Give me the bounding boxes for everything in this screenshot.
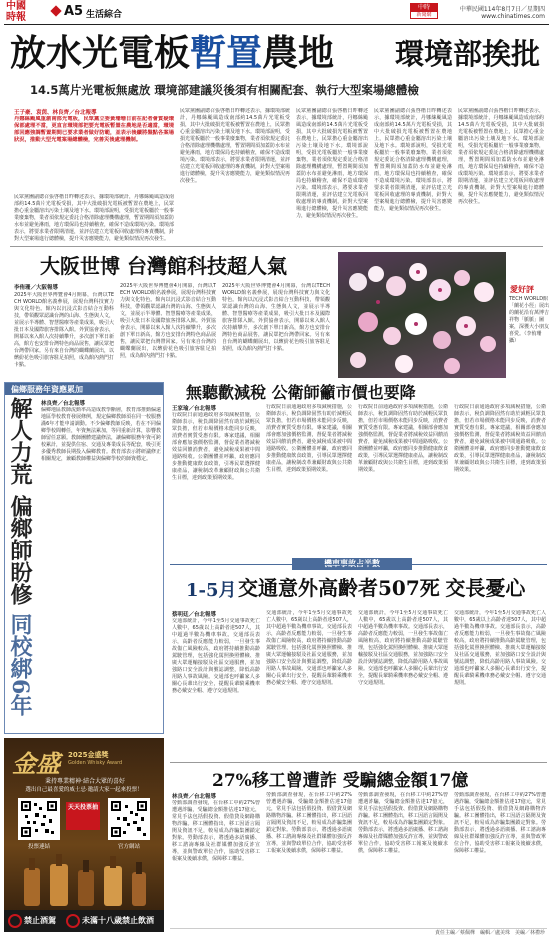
traffic-body-2: 交通部統計，今年1至5月交通事故死亡人數中，65歲以上高齡者達507人，其中超過半數為機車事故。交通部長表示，高齡者反應能力較弱，一旦發生事故傷亡風險較高，政府將持續推動高齡駕駛管理，包括強化駕照換照體檢、推廣大眾運輸接駁及社區交通服務，並加強路口安全設計與號誌調整，降低高齡用路人事故風險。交通部也呼籲家人多關心長輩出行安全，提醒長輩騎乘機車務必戴安全帽、遵守交通規則。 <box>266 610 352 686</box>
ad-footer-left: 禁止酒駕 <box>24 916 56 925</box>
traffic-headline <box>238 572 525 601</box>
lead-headline-part1: 放水光電板 <box>10 32 191 74</box>
lead-summary: 丹娜絲颱風重創南部光電板，民眾黨立委黃珊珊日前在記者會質疑環保部處理不當，更直言環境部把要光電板暫置在農地是否適當，環境部回應強調暫置期間已要求業者做好防範，並表示後續將盤點各案場狀況，推動大型光電案場總體檢，完善災後處理機制。 <box>14 116 174 143</box>
ad-qr-site-label: 官方網站 <box>117 844 140 850</box>
qr-code-icon <box>21 801 57 837</box>
column-banner: 偏鄉服務年資應累加 <box>5 383 163 395</box>
labor-headline: 無聽歡減稅 公衛師籲市價也要降 <box>186 383 416 402</box>
orchid-photo <box>338 252 506 378</box>
lead-subhead: 14.5萬片光電板無處放 環境部建議災後須有相關配套、執行大型案場總體檢 <box>30 83 419 97</box>
ad-brand: 金盛 <box>12 749 60 778</box>
traffic-headline-a: 交通意外高齡者507死 <box>238 576 440 600</box>
traffic-body-1: 交通部統計，今年1至5月交通事故死亡人數中，65歲以上高齡者達507人，其中超過半數為機車事故。交通部長表示，高齡者反應能力較弱，一旦發生事故傷亡風險較高，政府將持續推動高齡駕駛管理，包括強化駕照換照體檢、推廣大眾運輸接駁及社區交通服務，並加強路口安全設計與號誌調整，降低高齡用路人事故風險。交通部也呼籲家人多關心長輩出行安全，提醒長輩騎乘機車務必戴安全帽、遵守交通規則。 <box>172 618 260 694</box>
labor-body-4: 行政院日前通過政府多項減稅措施，公衛師表示，稅負調降固然有助於減輕民眾負擔，但若市場價格未能同步反映，消費者實質受惠有限。專家建議，相關部會應加強價格監測，督促業者將減稅效益回饋消費者，避免減稅成果被中間通路吸收。公衛團體並呼籲，政府應同步推動健康飲食政策，引導民眾選擇健康產品，讓稅制改革兼顧財政與公共衛生目標，達到政策預期效果。 <box>454 404 546 473</box>
section-name: 生活綜合 <box>86 10 123 20</box>
issue-date: 中華民國114年8月7日／星期四 <box>459 6 545 13</box>
site-url[interactable]: www.chinatimes.com <box>481 13 545 20</box>
column-box <box>4 382 164 734</box>
ad-vote-note: 天天投票抽 <box>66 802 100 830</box>
column-big-text-1: 解人力荒 <box>7 397 33 485</box>
osaka-body-2: 2025年大阪世界博覽會4月開幕，台灣以TECH WORLD館名義參展，展現台灣科技實力與文化特色。館內以沉浸式影音結合互動科技，帶領觀眾認識台灣的山海、生態與人文，並展示半導體、智慧醫療等產業成果，吸引大批日本及國際旅客排隊入館。外貿協會表示，開幕以來入館人次持續攀升，多次創下單日新高，館方也安排台灣特色商品展售，讓民眾把台灣帶回家。另有來自台灣的蝴蝶蘭展出，以繽紛花色吸引旅客駐足拍照，成為館內熱門打卡點。 <box>120 283 216 359</box>
ad-edition: 2025金盛獎 <box>68 751 109 759</box>
migrant-byline: 林良齊／台北報導 <box>172 794 217 800</box>
qr-code-icon <box>111 801 147 837</box>
migrant-body-4: 勞動部調查發現，在台移工中約27%曾遭遇詐騙，受騙總金額推估達17億元，常見手法包括假投資、假借貸及網路購物詐騙。移工團體指出，移工因語言隔閡及資訊不足，較易成為詐騙集團鎖定對象。勞動部表示，將透過多語廣播、移工諮詢專線及社群媒體加強反詐宣導，並與警政單位合作，協助受害移工報案及後續求償，保障移工權益。 <box>454 792 546 854</box>
traffic-byline: 蔡明廷／台北報導 <box>172 612 217 618</box>
page-credits: 責任主編／蔡佩樺 編輯／盧美珠 美編／林禮珍 <box>434 930 545 936</box>
migrant-body-1: 勞動部調查發現，在台移工中約27%曾遭遇詐騙，受騙總金額推估達17億元，常見手法包括假投資、假借貸及網路購物詐騙。移工團體指出，移工因語言隔閡及資訊不足，較易成為詐騙集團鎖定對象。勞動部表示，將透過多語廣播、移工諮詢專線及社群媒體加強反詐宣導，並與警政單位合作，協助受害移工報案及後續求償，保障移工權益。 <box>172 800 260 862</box>
ad-footer <box>4 910 164 932</box>
paper-badge-label: 中時 <box>411 4 437 12</box>
ad-tagline: 秉持專業精神·結合大眾的喜好 <box>45 778 125 785</box>
lead-body-col-4: 民眾黨團副總召張啓楷日昨轉述表示，據環境部統計，丹娜絲颱風造成南部約14.5萬片光電板受損，其中大批破損光電板被暫置在農地上，民眾擔心重金屬溶出污染土壤及地下水。環境部說明，受損光電板屬於一般事業廢棄物，業者須依規定委託合格清除處理機構處理，暫置期間須加蓋防水布並避免淋雨，地方環保局也持續稽查，確保不造成環境污染。環境部表示，將要求業者限期清運，並評估建立光電板回收處理的專責機制，針對大型案場進行總體檢，提升災害應變能力，避免類似情況再次發生。 <box>458 108 544 205</box>
migrant-headline: 27%移工曾遭詐 受騙總金額17億 <box>212 771 469 791</box>
paper-badge <box>410 3 438 19</box>
lead-body-col-1: 民眾黨團副總召張啓楷日昨轉述表示，據環境部統計，丹娜絲颱風造成南部約14.5萬片光電板受損，其中大批破損光電板被暫置在農地上，民眾擔心重金屬溶出污染土壤及地下水。環境部說明，受損光電板屬於一般事業廢棄物，業者須依規定委託合格清除處理機構處理，暫置期間須加蓋防水布並避免淋雨，地方環保局也持續稽查，確保不造成環境污染。環境部表示，將要求業者限期清運，並評估建立光電板回收處理的專責機制，針對大型案場進行總體檢，提升災害應變能力，避免類似情況再次發生。 <box>180 108 290 184</box>
osaka-body-3: 2025年大阪世界博覽會4月開幕，台灣以TECH WORLD館名義參展，展現台灣科技實力與文化特色。館內以沉浸式影音結合互動科技，帶領觀眾認識台灣的山海、生態與人文，並展示半導體、智慧醫療等產業成果，吸引大批日本及國際旅客排隊入館。外貿協會表示，開幕以來入館人次持續攀升，多次創下單日新高，館方也安排台灣特色商品展售，讓民眾把台灣帶回家。另有來自台灣的蝴蝶蘭展出，以繽紛花色吸引旅客駐足拍照，成為館內熱門打卡點。 <box>222 283 330 352</box>
lead-headline-highlight: 暫置 <box>190 32 263 74</box>
column-big-text-2: 偏鄉師盼修 <box>7 495 33 605</box>
labor-body-3: 行政院日前通過政府多項減稅措施，公衛師表示，稅負調降固然有助於減輕民眾負擔，但若市場價格未能同步反映，消費者實質受惠有限。專家建議，相關部會應加強價格監測，督促業者將減稅效益回饋消費者，避免減稅成果被中間通路吸收。公衛團體並呼籲，政府應同步推動健康飲食政策，引導民眾選擇健康產品，讓稅制改革兼顧財政與公共衛生目標，達到政策預期效果。 <box>358 404 448 473</box>
whisky-award-ad[interactable] <box>4 738 164 932</box>
masthead <box>0 0 553 26</box>
no-drink-drive-icon <box>8 914 22 928</box>
under-18-icon <box>66 914 80 928</box>
ad-qr-vote[interactable] <box>18 798 60 840</box>
column-big-text-3: 同校綁6年 <box>7 613 33 717</box>
column-body: 偏鄉地區教師流動率高造成教學斷層，教育部推動偏遠地區學校教育發展條例，規定偏鄉教師須在同一校服務滿6年才能申請調動。不少偏鄉教師反映，若在不同偏鄉學校間轉任，年資無法累加，等同重新計算，影響教師留任意願。教師團體建議修法，讓偏鄉服務年資可跨校累計，並提供住宿、交通及專業成長等配套，吸引更多優秀教師長期投入偏鄉教育。教育部表示將研議修正相關規定，兼顧教師權益與偏鄉學校的師資穩定。 <box>41 407 161 462</box>
ad-tagline-2: 選出自己最喜愛的威士忌·邀請大家一起來投票！ <box>25 787 143 793</box>
lead-body-col-0: 民眾黨團副總召張啓楷日昨轉述表示，據環境部統計，丹娜絲颱風造成南部約14.5萬片光電板受損，其中大批破損光電板被暫置在農地上，民眾擔心重金屬溶出污染土壤及地下水。環境部說明，受損光電板屬於一般事業廢棄物，業者須依規定委託合格清除處理機構處理，暫置期間須加蓋防水布並避免淋雨，地方環保局也持續稽查，確保不造成環境污染。環境部表示，將要求業者限期清運，並評估建立光電板回收處理的專責機制，針對大型案場進行總體檢，提升災害應變能力，避免類似情況再次發生。 <box>14 194 174 242</box>
migrant-body-3: 勞動部調查發現，在台移工中約27%曾遭遇詐騙，受騙總金額推估達17億元，常見手法包括假投資、假借貸及網路購物詐騙。移工團體指出，移工因語言隔閡及資訊不足，較易成為詐騙集團鎖定對象。勞動部表示，將透過多語廣播、移工諮詢專線及社群媒體加強反詐宣導，並與警政單位合作，協助受害移工報案及後續求償，保障移工權益。 <box>358 792 448 854</box>
ad-qr-site[interactable] <box>108 798 150 840</box>
paper-badge-sub: 新聞網 <box>416 12 432 18</box>
labor-body-1: 行政院日前通過政府多項減稅措施，公衛師表示，稅負調降固然有助於減輕民眾負擔，但若市場價格未能同步反映，消費者實質受惠有限。專家建議，相關部會應加強價格監測，督促業者將減稅效益回饋消費者，避免減稅成果被中間通路吸收。公衛團體並呼籲，政府應同步推動健康飲食政策，引導民眾選擇健康產品，讓稅制改革兼顧財政與公共衛生目標，達到政策預期效果。 <box>172 412 260 481</box>
column-byline: 林良齊／台北報導 <box>41 401 86 407</box>
ad-footer-right: 未滿十八歲禁止飲酒 <box>82 916 154 925</box>
osaka-photo-caption-title: 愛好評 <box>510 285 534 294</box>
section-marker-icon <box>50 5 61 16</box>
osaka-byline: 李侑珊／大阪報導 <box>14 285 59 291</box>
traffic-body-4: 交通部統計，今年1至5月交通事故死亡人數中，65歲以上高齡者達507人，其中超過半數為機車事故。交通部長表示，高齡者反應能力較弱，一旦發生事故傷亡風險較高，政府將持續推動高齡駕駛管理，包括強化駕照換照體檢、推廣大眾運輸接駁及社區交通服務，並加強路口安全設計與號誌調整，降低高齡用路人事故風險。交通部也呼籲家人多關心長輩出行安全，提醒長輩騎乘機車務必戴安全帽、遵守交通規則。 <box>454 610 546 686</box>
ad-qr-vote-label: 投票連結 <box>27 844 50 850</box>
lead-body-col-2: 民眾黨團副總召張啓楷日昨轉述表示，據環境部統計，丹娜絲颱風造成南部約14.5萬片光電板受損，其中大批破損光電板被暫置在農地上，民眾擔心重金屬溶出污染土壤及地下水。環境部說明，受損光電板屬於一般事業廢棄物，業者須依規定委託合格清除處理機構處理，暫置期間須加蓋防水布並避免淋雨，地方環保局也持續稽查，確保不造成環境污染。環境部表示，將要求業者限期清運，並評估建立光電板回收處理的專責機制，針對大型案場進行總體檢，提升災害應變能力，避免類似情況再次發生。 <box>296 108 368 219</box>
labor-body-2: 行政院日前通過政府多項減稅措施，公衛師表示，稅負調降固然有助於減輕民眾負擔，但若市場價格未能同步反映，消費者實質受惠有限。專家建議，相關部會應加強價格監測，督促業者將減稅效益回饋消費者，避免減稅成果被中間通路吸收。公衛團體並呼籲，政府應同步推動健康飲食政策，引導民眾選擇健康產品，讓稅制改革兼顧財政與公共衛生目標，達到政策預期效果。 <box>266 404 352 473</box>
migrant-body-2: 勞動部調查發現，在台移工中約27%曾遭遇詐騙，受騙總金額推估達17億元，常見手法包括假投資、假借貸及網路購物詐騙。移工團體指出，移工因語言隔閡及資訊不足，較易成為詐騙集團鎖定對象。勞動部表示，將透過多語廣播、移工諮詢專線及社群媒體加強反詐宣導，並與警政單位合作，協助受害移工報案及後續求償，保障移工權益。 <box>266 792 352 854</box>
lead-byline: 王子豪、袁茵、林良齊／台北報導 <box>14 110 97 116</box>
ad-edition-en: Golden Whisky Award <box>68 760 123 766</box>
osaka-body-1: 2025年大阪世界博覽會4月開幕，台灣以TECH WORLD館名義參展，展現台灣科技實力與文化特色。館內以沉浸式影音結合互動科技，帶領觀眾認識台灣的山海、生態與人文，並展示半導體、智慧醫療等產業成果，吸引大批日本及國際旅客排隊入館。外貿協會表示，開幕以來入館人次持續攀升，多次創下單日新高，館方也安排台灣特色商品展售，讓民眾把台灣帶回家。另有來自台灣的蝴蝶蘭展出，以繽紛花色吸引旅客駐足拍照，成為館內熱門打卡點。 <box>14 292 114 368</box>
ad-bottles <box>14 854 154 906</box>
column-big-text-col2 <box>7 495 37 733</box>
logo-line-1: 中國 <box>6 1 26 12</box>
logo-line-2: 時報 <box>6 12 26 23</box>
traffic-date-tag: 1-5月 <box>186 580 237 601</box>
lead-body-col-3: 民眾黨團副總召張啓楷日昨轉述表示，據環境部統計，丹娜絲颱風造成南部約14.5萬片光電板受損，其中大批破損光電板被暫置在農地上，民眾擔心重金屬溶出污染土壤及地下水。環境部說明，受損光電板屬於一般事業廢棄物，業者須依規定委託合格清除處理機構處理，暫置期間須加蓋防水布並避免淋雨，地方環保局也持續稽查，確保不造成環境污染。環境部表示，將要求業者限期清運，並評估建立光電板回收處理的專責機制，針對大型案場進行總體檢，提升災害應變能力，避免類似情況再次發生。 <box>374 108 452 212</box>
labor-byline: 王家瑜／台北報導 <box>172 406 217 412</box>
osaka-headline: 大阪世博 台灣館科技超人氣 <box>40 254 287 278</box>
traffic-body-3: 交通部統計，今年1至5月交通事故死亡人數中，65歲以上高齡者達507人，其中超過半數為機車事故。交通部長表示，高齡者反應能力較弱，一旦發生事故傷亡風險較高，政府將持續推動高齡駕駛管理，包括強化駕照換照體檢、推廣大眾運輸接駁及社區交通服務，並加強路口安全設計與號誌調整，降低高齡用路人事故風險。交通部也呼籲家人多關心長輩出行安全，提醒長輩騎乘機車務必戴安全帽、遵守交通規則。 <box>358 610 448 686</box>
lead-headline-side <box>395 34 540 76</box>
osaka-photo-caption: TECH WORLD館「蘭花小徑」展出的蘭花沿有萬博吉祥物「脈脈」圖案，深獲大小朋友喜愛。（李侑珊攝） <box>509 296 549 344</box>
lead-headline-part2: 農地 <box>262 32 335 74</box>
newspaper-logo <box>6 1 36 25</box>
section-code: A5 <box>64 4 84 19</box>
lead-headline-side-text: 環境部挨批 <box>395 37 541 71</box>
traffic-headline-b: 交長憂心 <box>445 576 526 600</box>
